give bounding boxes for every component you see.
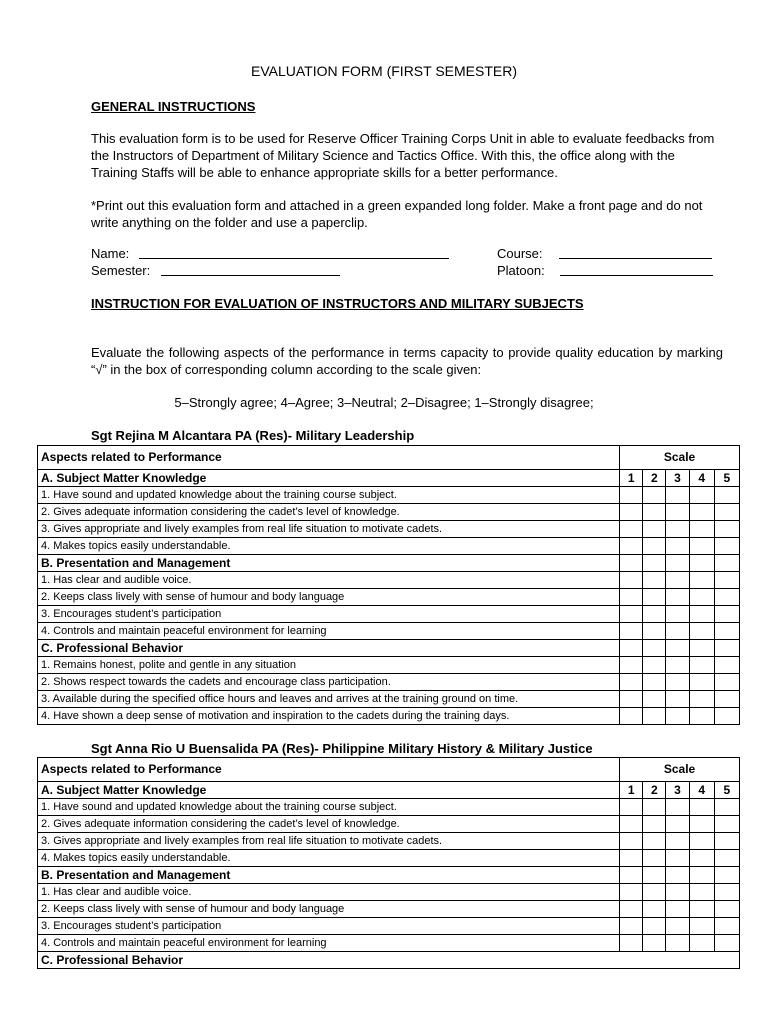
- rating-checkbox-4[interactable]: [689, 935, 714, 952]
- rating-checkbox-2[interactable]: [643, 850, 666, 867]
- rating-checkbox-2[interactable]: [643, 538, 666, 555]
- section-title: A. Subject Matter Knowledge: [38, 470, 620, 487]
- table-row: [38, 657, 740, 674]
- aspect-item: 1. Have sound and updated knowledge about the training course subject.: [38, 487, 620, 504]
- table-row: [38, 487, 740, 504]
- scale-number-5: 5: [714, 782, 739, 799]
- aspect-item: 1. Have sound and updated knowledge about the training course subject.: [38, 799, 620, 816]
- scale-number-2: 2: [643, 782, 666, 799]
- rating-checkbox-5[interactable]: [714, 833, 739, 850]
- rating-checkbox-4[interactable]: [689, 884, 714, 901]
- table-header-row: [38, 758, 740, 782]
- aspect-item: 3. Encourages student’s participation: [38, 918, 620, 935]
- rating-checkbox-5[interactable]: [714, 572, 739, 589]
- aspect-item: 2. Gives adequate information considering the cadet’s level of knowledge.: [38, 816, 620, 833]
- rating-checkbox-5[interactable]: [714, 589, 739, 606]
- table-row: [38, 850, 740, 867]
- rating-checkbox-5[interactable]: [714, 538, 739, 555]
- rating-checkbox-4[interactable]: [689, 487, 714, 504]
- aspect-item: 1. Has clear and audible voice.: [38, 884, 620, 901]
- rating-checkbox-3[interactable]: [666, 691, 689, 708]
- scale-number-4: 4: [689, 782, 714, 799]
- rating-checkbox-2[interactable]: [643, 901, 666, 918]
- rating-checkbox-5[interactable]: [714, 935, 739, 952]
- section-header-row: [38, 782, 740, 799]
- rating-checkbox-1[interactable]: [620, 623, 643, 640]
- evaluation-instructions-heading: INSTRUCTION FOR EVALUATION OF INSTRUCTORS AND MILITARY SUBJECTS: [91, 296, 584, 311]
- rating-checkbox-1[interactable]: [620, 521, 643, 538]
- rating-checkbox-3[interactable]: [666, 521, 689, 538]
- rating-checkbox-4[interactable]: [689, 816, 714, 833]
- table-row: [38, 935, 740, 952]
- rating-checkbox-3[interactable]: [666, 833, 689, 850]
- name-label: Name:: [91, 246, 130, 261]
- aspect-item: 4. Makes topics easily understandable.: [38, 850, 620, 867]
- aspect-item: 4. Controls and maintain peaceful environment for learning: [38, 935, 620, 952]
- section-title: C. Professional Behavior: [38, 640, 620, 657]
- rating-checkbox-4[interactable]: [689, 674, 714, 691]
- general-instructions-heading: GENERAL INSTRUCTIONS: [91, 99, 256, 114]
- section-header-row: [38, 867, 740, 884]
- rating-checkbox-4[interactable]: [689, 623, 714, 640]
- rating-checkbox-5[interactable]: [714, 691, 739, 708]
- rating-checkbox-2[interactable]: [643, 816, 666, 833]
- rating-checkbox-1[interactable]: [620, 674, 643, 691]
- rating-checkbox-5[interactable]: [714, 799, 739, 816]
- rating-checkbox-4[interactable]: [689, 538, 714, 555]
- rating-checkbox-2[interactable]: [643, 833, 666, 850]
- empty-scale-cell: [689, 640, 714, 657]
- rating-checkbox-4[interactable]: [689, 521, 714, 538]
- rating-checkbox-3[interactable]: [666, 623, 689, 640]
- rating-checkbox-5[interactable]: [714, 606, 739, 623]
- aspect-item: 3. Gives appropriate and lively examples from real life situation to motivate cadets.: [38, 833, 620, 850]
- rating-checkbox-2[interactable]: [643, 799, 666, 816]
- platoon-input-line[interactable]: [560, 275, 713, 276]
- aspect-item: 1. Remains honest, polite and gentle in any situation: [38, 657, 620, 674]
- rating-checkbox-1[interactable]: [620, 657, 643, 674]
- rating-checkbox-3[interactable]: [666, 884, 689, 901]
- instructor-2-name: Sgt Anna Rio U Buensalida PA (Res)- Philippine Military History & Military Justice: [91, 741, 593, 756]
- empty-scale-cell: [689, 867, 714, 884]
- aspect-item: 4. Makes topics easily understandable.: [38, 538, 620, 555]
- rating-checkbox-3[interactable]: [666, 606, 689, 623]
- course-input-line[interactable]: [559, 258, 712, 259]
- rating-checkbox-4[interactable]: [689, 918, 714, 935]
- empty-scale-cell: [620, 640, 643, 657]
- aspects-header: Aspects related to Performance: [38, 758, 620, 782]
- rating-checkbox-4[interactable]: [689, 833, 714, 850]
- section-title: C. Professional Behavior: [38, 952, 740, 969]
- rating-checkbox-2[interactable]: [643, 487, 666, 504]
- scale-header: Scale: [620, 446, 740, 470]
- rating-checkbox-1[interactable]: [620, 901, 643, 918]
- table-row: [38, 833, 740, 850]
- rating-checkbox-3[interactable]: [666, 708, 689, 725]
- rating-checkbox-3[interactable]: [666, 572, 689, 589]
- rating-checkbox-1[interactable]: [620, 935, 643, 952]
- semester-input-line[interactable]: [161, 275, 340, 276]
- rating-checkbox-5[interactable]: [714, 918, 739, 935]
- rating-checkbox-4[interactable]: [689, 657, 714, 674]
- aspect-item: 4. Have shown a deep sense of motivation and inspiration to the cadets during the training days.: [38, 708, 620, 725]
- aspect-item: 3. Available during the specified office hours and leaves and arrives at the training ground on time.: [38, 691, 620, 708]
- name-input-line[interactable]: [139, 258, 449, 259]
- rating-checkbox-3[interactable]: [666, 538, 689, 555]
- platoon-label: Platoon:: [497, 263, 545, 278]
- table-row: [38, 708, 740, 725]
- scale-header: Scale: [620, 758, 740, 782]
- rating-checkbox-5[interactable]: [714, 521, 739, 538]
- aspects-header: Aspects related to Performance: [38, 446, 620, 470]
- empty-scale-cell: [643, 867, 666, 884]
- rating-checkbox-3[interactable]: [666, 674, 689, 691]
- rating-checkbox-3[interactable]: [666, 918, 689, 935]
- table-row: [38, 799, 740, 816]
- rating-checkbox-1[interactable]: [620, 691, 643, 708]
- table-row: [38, 884, 740, 901]
- rating-checkbox-3[interactable]: [666, 657, 689, 674]
- rating-checkbox-2[interactable]: [643, 674, 666, 691]
- course-label: Course:: [497, 246, 543, 261]
- rating-checkbox-3[interactable]: [666, 901, 689, 918]
- scale-legend: 5–Strongly agree; 4–Agree; 3–Neutral; 2–Disagree; 1–Strongly disagree;: [174, 395, 594, 410]
- table-row: [38, 816, 740, 833]
- rating-checkbox-2[interactable]: [643, 884, 666, 901]
- scale-number-1: 1: [620, 470, 643, 487]
- rating-checkbox-1[interactable]: [620, 606, 643, 623]
- rating-checkbox-1[interactable]: [620, 708, 643, 725]
- rating-checkbox-5[interactable]: [714, 623, 739, 640]
- rating-checkbox-5[interactable]: [714, 816, 739, 833]
- rating-checkbox-5[interactable]: [714, 487, 739, 504]
- scale-number-2: 2: [643, 470, 666, 487]
- rating-checkbox-2[interactable]: [643, 708, 666, 725]
- section-title: A. Subject Matter Knowledge: [38, 782, 620, 799]
- section-title: B. Presentation and Management: [38, 555, 620, 572]
- empty-scale-cell: [689, 555, 714, 572]
- rating-checkbox-5[interactable]: [714, 708, 739, 725]
- aspect-item: 2. Keeps class lively with sense of humour and body language: [38, 589, 620, 606]
- empty-scale-cell: [643, 640, 666, 657]
- evaluation-instructions-paragraph: Evaluate the following aspects of the performance in terms capacity to provide quality education by marking “√” in the box of corresponding column according to the scale given:: [91, 345, 723, 377]
- rating-checkbox-2[interactable]: [643, 918, 666, 935]
- table-row: [38, 538, 740, 555]
- empty-scale-cell: [666, 555, 689, 572]
- table-row: [38, 572, 740, 589]
- empty-scale-cell: [714, 555, 739, 572]
- rating-checkbox-4[interactable]: [689, 589, 714, 606]
- rating-checkbox-5[interactable]: [714, 674, 739, 691]
- instructor-1-evaluation-table: [37, 445, 740, 725]
- aspect-item: 2. Gives adequate information considering the cadet’s level of knowledge.: [38, 504, 620, 521]
- rating-checkbox-1[interactable]: [620, 487, 643, 504]
- rating-checkbox-4[interactable]: [689, 850, 714, 867]
- rating-checkbox-2[interactable]: [643, 572, 666, 589]
- rating-checkbox-1[interactable]: [620, 884, 643, 901]
- aspect-item: 1. Has clear and audible voice.: [38, 572, 620, 589]
- empty-scale-cell: [620, 555, 643, 572]
- table-row: [38, 691, 740, 708]
- rating-checkbox-5[interactable]: [714, 504, 739, 521]
- rating-checkbox-4[interactable]: [689, 691, 714, 708]
- scale-number-5: 5: [714, 470, 739, 487]
- scale-number-3: 3: [666, 470, 689, 487]
- section-header-row: [38, 952, 740, 969]
- empty-scale-cell: [666, 640, 689, 657]
- empty-scale-cell: [643, 555, 666, 572]
- table-row: [38, 918, 740, 935]
- rating-checkbox-2[interactable]: [643, 589, 666, 606]
- rating-checkbox-1[interactable]: [620, 504, 643, 521]
- section-title: B. Presentation and Management: [38, 867, 620, 884]
- table-row: [38, 606, 740, 623]
- semester-label: Semester:: [91, 263, 151, 278]
- empty-scale-cell: [714, 867, 739, 884]
- print-instructions-paragraph: *Print out this evaluation form and attached in a green expanded long folder. Make a front page and do not write anything on the folder and use a paperclip.: [91, 198, 703, 230]
- form-title: EVALUATION FORM (FIRST SEMESTER): [250, 63, 518, 79]
- instructor-2-evaluation-table: [37, 757, 740, 969]
- section-header-row: [38, 640, 740, 657]
- table-row: [38, 521, 740, 538]
- rating-checkbox-1[interactable]: [620, 799, 643, 816]
- rating-checkbox-5[interactable]: [714, 850, 739, 867]
- table-row: [38, 674, 740, 691]
- rating-checkbox-3[interactable]: [666, 487, 689, 504]
- rating-checkbox-1[interactable]: [620, 816, 643, 833]
- rating-checkbox-3[interactable]: [666, 935, 689, 952]
- empty-scale-cell: [666, 867, 689, 884]
- rating-checkbox-1[interactable]: [620, 918, 643, 935]
- section-header-row: [38, 555, 740, 572]
- rating-checkbox-3[interactable]: [666, 816, 689, 833]
- rating-checkbox-1[interactable]: [620, 538, 643, 555]
- table-row: [38, 623, 740, 640]
- rating-checkbox-1[interactable]: [620, 589, 643, 606]
- rating-checkbox-2[interactable]: [643, 521, 666, 538]
- instructor-1-name: Sgt Rejina M Alcantara PA (Res)- Military Leadership: [91, 428, 415, 443]
- rating-checkbox-4[interactable]: [689, 504, 714, 521]
- rating-checkbox-2[interactable]: [643, 504, 666, 521]
- rating-checkbox-1[interactable]: [620, 572, 643, 589]
- aspect-item: 3. Encourages student’s participation: [38, 606, 620, 623]
- scale-number-4: 4: [689, 470, 714, 487]
- rating-checkbox-2[interactable]: [643, 935, 666, 952]
- table-row: [38, 589, 740, 606]
- rating-checkbox-1[interactable]: [620, 833, 643, 850]
- rating-checkbox-1[interactable]: [620, 850, 643, 867]
- rating-checkbox-2[interactable]: [643, 606, 666, 623]
- aspect-item: 2. Keeps class lively with sense of humour and body language: [38, 901, 620, 918]
- rating-checkbox-2[interactable]: [643, 691, 666, 708]
- section-header-row: [38, 470, 740, 487]
- table-header-row: [38, 446, 740, 470]
- rating-checkbox-2[interactable]: [643, 623, 666, 640]
- aspect-item: 4. Controls and maintain peaceful environment for learning: [38, 623, 620, 640]
- rating-checkbox-3[interactable]: [666, 850, 689, 867]
- aspect-item: 2. Shows respect towards the cadets and encourage class participation.: [38, 674, 620, 691]
- rating-checkbox-2[interactable]: [643, 657, 666, 674]
- rating-checkbox-5[interactable]: [714, 901, 739, 918]
- rating-checkbox-3[interactable]: [666, 504, 689, 521]
- rating-checkbox-3[interactable]: [666, 589, 689, 606]
- general-instructions-paragraph: This evaluation form is to be used for Reserve Officer Training Corps Unit in able to evaluate feedbacks from the Instructors of Department of Military Science and Tactics Office. With this, the office along with the Training Staffs will be able to enhance appropriate skills for a better performance.: [91, 131, 715, 180]
- rating-checkbox-3[interactable]: [666, 799, 689, 816]
- rating-checkbox-5[interactable]: [714, 884, 739, 901]
- scale-number-1: 1: [620, 782, 643, 799]
- rating-checkbox-4[interactable]: [689, 572, 714, 589]
- aspect-item: 3. Gives appropriate and lively examples from real life situation to motivate cadets.: [38, 521, 620, 538]
- rating-checkbox-4[interactable]: [689, 708, 714, 725]
- table-row: [38, 901, 740, 918]
- rating-checkbox-4[interactable]: [689, 606, 714, 623]
- table-row: [38, 504, 740, 521]
- rating-checkbox-4[interactable]: [689, 901, 714, 918]
- rating-checkbox-5[interactable]: [714, 657, 739, 674]
- scale-number-3: 3: [666, 782, 689, 799]
- empty-scale-cell: [714, 640, 739, 657]
- empty-scale-cell: [620, 867, 643, 884]
- rating-checkbox-4[interactable]: [689, 799, 714, 816]
